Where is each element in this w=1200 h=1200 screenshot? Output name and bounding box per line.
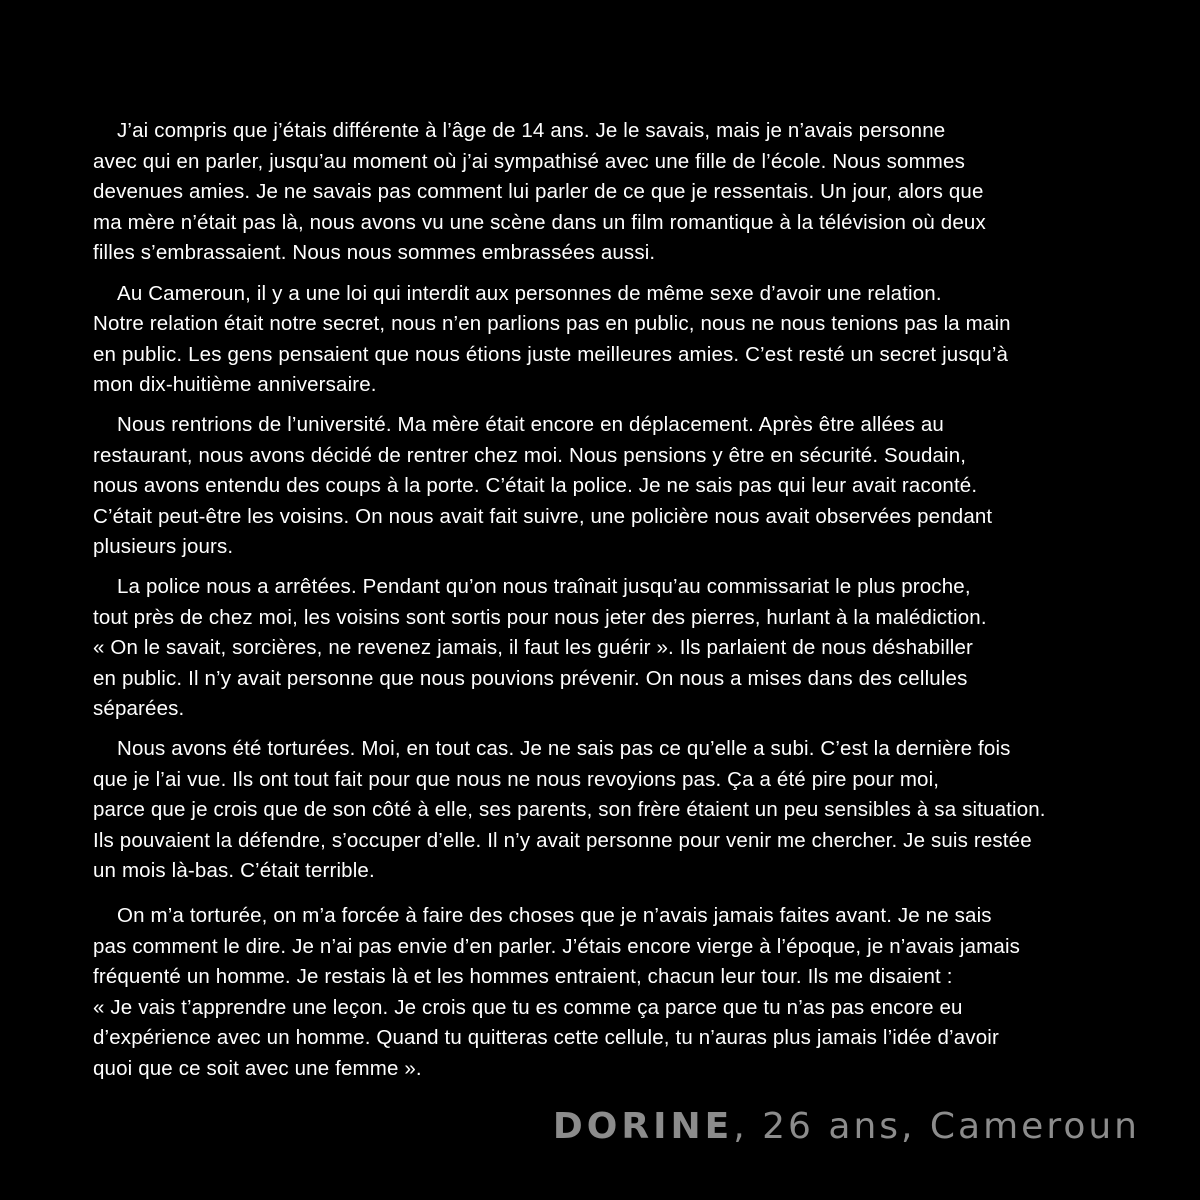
text-line: d’expérience avec un homme. Quand tu quitteras cette cellule, tu n’auras plus jamais l’idée d’avoir — [93, 1026, 999, 1049]
text-line: C’était peut-être les voisins. On nous avait fait suivre, une policière nous avait observées pendant — [93, 505, 993, 528]
text-line: mon dix-huitième anniversaire. — [93, 373, 377, 396]
author-name: DORINE — [552, 1106, 734, 1147]
text-line: nous avons entendu des coups à la porte. C’était la police. Je ne sais pas qui leur avait raconté. — [93, 474, 978, 497]
text-line: en public. Les gens pensaient que nous étions juste meilleures amies. C’est resté un secret jusqu’à — [93, 343, 1009, 366]
text-line: restaurant, nous avons décidé de rentrer chez moi. Nous pensions y être en sécurité. Soudain, — [93, 444, 967, 467]
text-line: Notre relation était notre secret, nous n’en parlions pas en public, nous ne nous tenions pas la main — [93, 312, 1011, 335]
text-line: Nous rentrions de l’université. Ma mère était encore en déplacement. Après être allées au — [117, 413, 944, 436]
text-line: La police nous a arrêtées. Pendant qu’on nous traînait jusqu’au commissariat le plus proche, — [117, 575, 971, 598]
text-line: parce que je crois que de son côté à elle, ses parents, son frère étaient un peu sensibles à sa situation. — [93, 798, 1046, 821]
text-line: quoi que ce soit avec une femme ». — [93, 1057, 422, 1080]
text-line: fréquenté un homme. Je restais là et les hommes entraient, chacun leur tour. Ils me disaient : — [93, 965, 953, 988]
text-line: ma mère n’était pas là, nous avons vu une scène dans un film romantique à la télévision où deux — [93, 211, 986, 234]
author-details: , 26 ans, Cameroun — [733, 1106, 1140, 1147]
text-line: que je l’ai vue. Ils ont tout fait pour que nous ne nous revoyions pas. Ça a été pire pour moi, — [93, 768, 940, 791]
text-line: en public. Il n’y avait personne que nous pouvions prévenir. On nous a mises dans des cellules — [93, 667, 968, 690]
text-line: Nous avons été torturées. Moi, en tout cas. Je ne sais pas ce qu’elle a subi. C’est la dernière fois — [117, 737, 1011, 760]
text-line: plusieurs jours. — [93, 535, 234, 558]
text-line: filles s’embrassaient. Nous nous sommes embrassées aussi. — [93, 241, 656, 264]
text-line: J’ai compris que j’étais différente à l’âge de 14 ans. Je le savais, mais je n’avais personne — [117, 119, 946, 142]
text-line: Ils pouvaient la défendre, s’occuper d’elle. Il n’y avait personne pour venir me chercher. Je suis restée — [93, 829, 1032, 852]
text-line: un mois là-bas. C’était terrible. — [93, 859, 375, 882]
text-line: tout près de chez moi, les voisins sont sortis pour nous jeter des pierres, hurlant à la malédiction. — [93, 606, 987, 629]
text-line: avec qui en parler, jusqu’au moment où j’ai sympathisé avec une fille de l’école. Nous sommes — [93, 150, 965, 173]
text-line: « On le savait, sorcières, ne revenez jamais, il faut les guérir ». Ils parlaient de nous déshabiller — [93, 636, 974, 659]
text-line: Au Cameroun, il y a une loi qui interdit aux personnes de même sexe d’avoir une relation. — [117, 282, 942, 305]
text-line: On m’a torturée, on m’a forcée à faire des choses que je n’avais jamais faites avant. Je ne sais — [117, 904, 992, 927]
text-line: séparées. — [93, 697, 185, 720]
text-line: devenues amies. Je ne savais pas comment lui parler de ce que je ressentais. Un jour, alors que — [93, 180, 984, 203]
text-line: pas comment le dire. Je n’ai pas envie d’en parler. J’étais encore vierge à l’époque, je n’avais jamais — [93, 935, 1021, 958]
author-signature — [553, 1103, 1140, 1151]
text-line: « Je vais t’apprendre une leçon. Je crois que tu es comme ça parce que tu n’as pas encore eu — [93, 996, 963, 1019]
